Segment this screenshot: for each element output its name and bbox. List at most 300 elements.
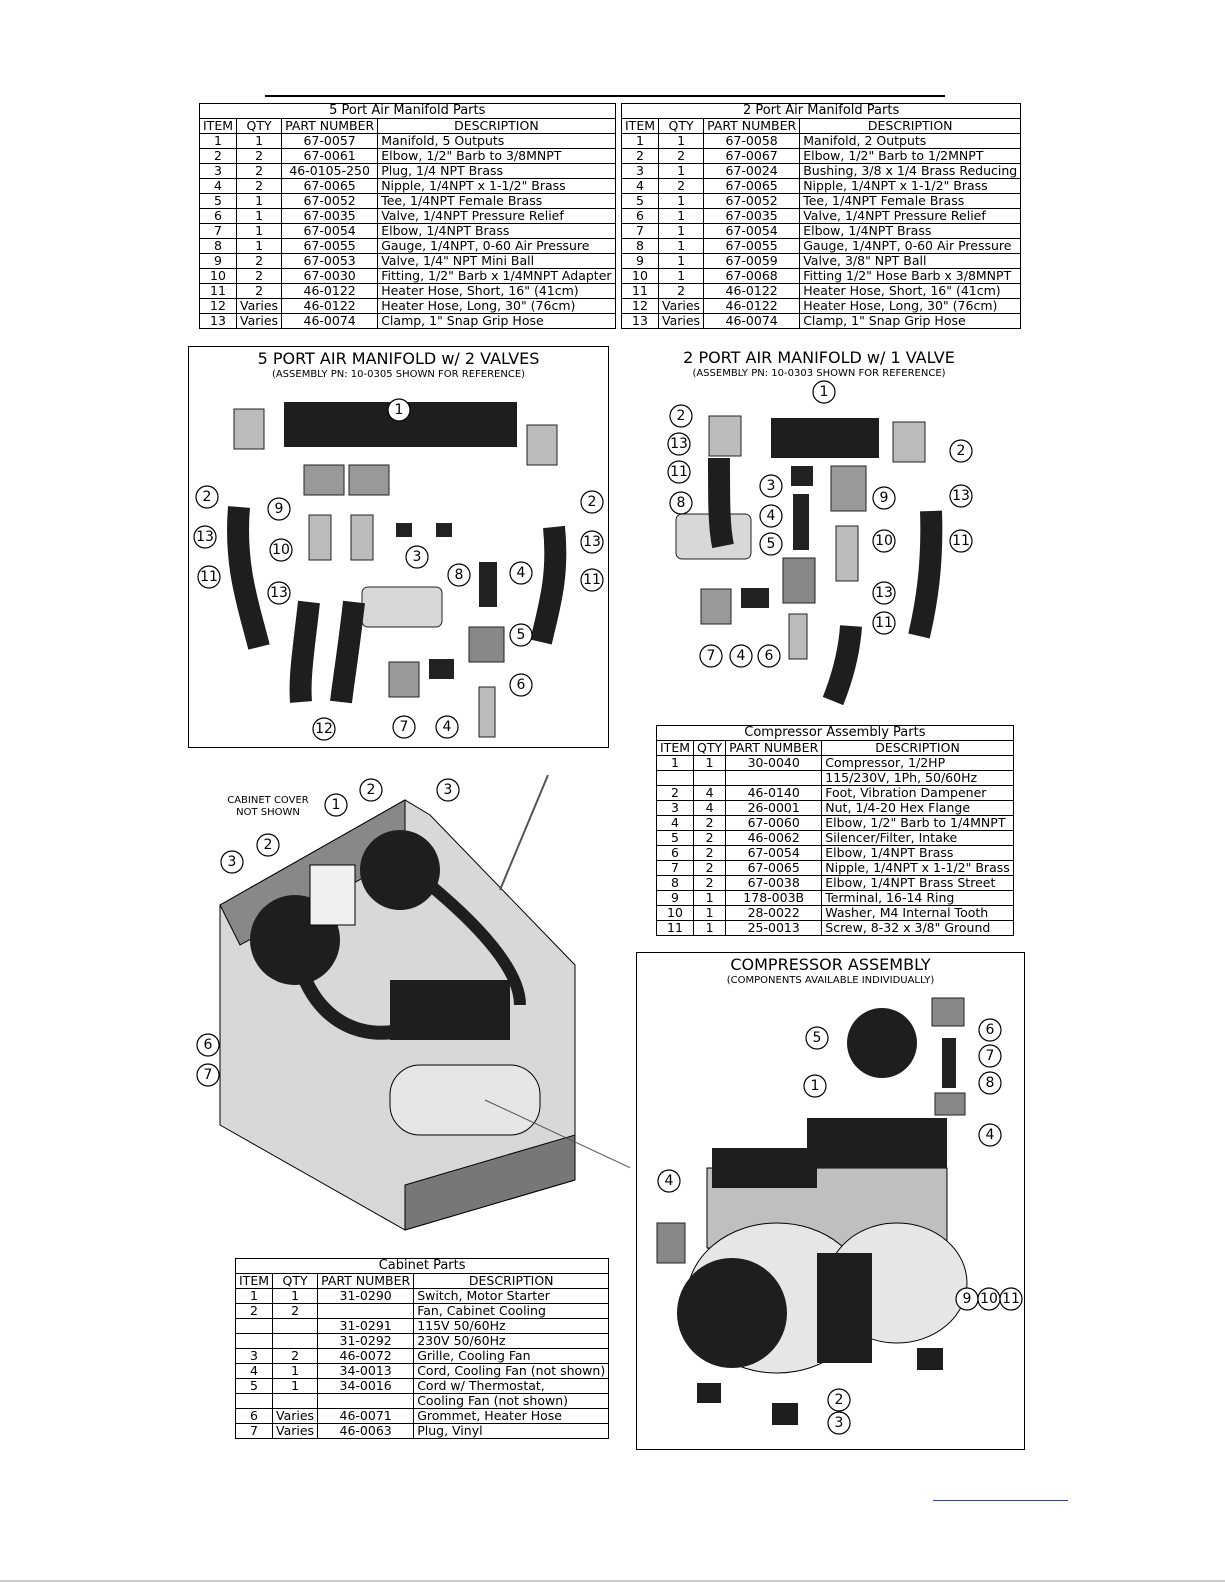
cell-item xyxy=(236,1394,273,1409)
callout-number: 1 xyxy=(331,797,341,813)
table-row xyxy=(622,134,1021,149)
cell-part: 178-003B xyxy=(726,891,822,906)
cell-item: 2 xyxy=(236,1304,273,1319)
cell-desc: Clamp, 1" Snap Grip Hose xyxy=(800,314,1021,329)
callout-number: 1 xyxy=(810,1078,820,1094)
panel-2-port-manifold xyxy=(621,346,1017,708)
cell-part: 26-0001 xyxy=(726,801,822,816)
table-row xyxy=(236,1364,609,1379)
cell-qty: 2 xyxy=(694,876,726,891)
table-row xyxy=(622,164,1021,179)
cell-qty: Varies xyxy=(237,299,282,314)
cabinet-illustration xyxy=(190,775,630,1235)
table-row xyxy=(657,861,1014,876)
cell-item: 13 xyxy=(200,314,237,329)
table-row xyxy=(200,239,616,254)
table-row xyxy=(657,906,1014,921)
callout-number: 11 xyxy=(875,615,893,631)
cell-item: 12 xyxy=(622,299,659,314)
cell-part: 67-0059 xyxy=(704,254,800,269)
callout-number: 4 xyxy=(442,719,452,735)
callout-number: 5 xyxy=(812,1030,822,1046)
callout-number: 8 xyxy=(985,1075,995,1091)
cell-qty: 1 xyxy=(237,134,282,149)
panel-compressor-assembly xyxy=(636,952,1025,1450)
cell-qty: 1 xyxy=(659,224,704,239)
cell-qty: 1 xyxy=(694,906,726,921)
cell-desc: Valve, 1/4" NPT Mini Ball xyxy=(378,254,615,269)
cell-desc: Tee, 1/4NPT Female Brass xyxy=(378,194,615,209)
callout-number: 3 xyxy=(227,854,237,870)
table-row xyxy=(236,1424,609,1439)
table-row xyxy=(236,1289,609,1304)
col-part: PART NUMBER xyxy=(704,119,800,134)
manifold-5-port-illustration xyxy=(189,347,608,747)
cell-qty: Varies xyxy=(659,299,704,314)
callout-number: 4 xyxy=(516,565,526,581)
cell-part: 67-0055 xyxy=(282,239,378,254)
cell-qty: 2 xyxy=(237,269,282,284)
callout-number: 7 xyxy=(706,648,716,664)
callout-number: 7 xyxy=(399,719,409,735)
cell-desc: Screw, 8-32 x 3/8" Ground xyxy=(822,921,1014,936)
cell-part: 25-0013 xyxy=(726,921,822,936)
cell-qty: 1 xyxy=(237,239,282,254)
cell-item: 1 xyxy=(622,134,659,149)
callout-number: 2 xyxy=(834,1392,844,1408)
cell-part: 67-0035 xyxy=(704,209,800,224)
table-row xyxy=(657,876,1014,891)
cell-desc: Tee, 1/4NPT Female Brass xyxy=(800,194,1021,209)
cell-item: 1 xyxy=(657,756,694,771)
cell-item: 11 xyxy=(200,284,237,299)
cell-part: 34-0013 xyxy=(318,1364,414,1379)
cell-part: 34-0016 xyxy=(318,1379,414,1394)
cell-qty: 2 xyxy=(659,284,704,299)
table-row xyxy=(200,224,616,239)
cell-item: 2 xyxy=(200,149,237,164)
cell-qty: 1 xyxy=(237,209,282,224)
table-row xyxy=(622,269,1021,284)
cell-qty: 2 xyxy=(273,1304,318,1319)
cell-item: 13 xyxy=(622,314,659,329)
table-row xyxy=(622,239,1021,254)
callout-number: 8 xyxy=(676,495,686,511)
cell-desc: Valve, 1/4NPT Pressure Relief xyxy=(800,209,1021,224)
panel-subtitle: (COMPONENTS AVAILABLE INDIVIDUALLY) xyxy=(726,975,935,986)
cell-qty: 1 xyxy=(237,224,282,239)
cell-part: 46-0122 xyxy=(704,299,800,314)
table-row xyxy=(622,194,1021,209)
cell-part: 67-0058 xyxy=(704,134,800,149)
cell-part: 67-0052 xyxy=(704,194,800,209)
cell-item: 9 xyxy=(200,254,237,269)
cell-qty: 2 xyxy=(694,831,726,846)
cell-part: 46-0071 xyxy=(318,1409,414,1424)
cell-item: 5 xyxy=(657,831,694,846)
table-row xyxy=(200,149,616,164)
cell-part xyxy=(726,771,822,786)
callout-number: 2 xyxy=(202,489,212,505)
callout-number: 11 xyxy=(583,572,601,588)
cell-item: 11 xyxy=(657,921,694,936)
cell-part: 46-0072 xyxy=(318,1349,414,1364)
table-row xyxy=(200,134,616,149)
callout-number: 10 xyxy=(875,533,893,549)
cell-desc: Elbow, 1/4NPT Brass xyxy=(378,224,615,239)
cell-part: 31-0290 xyxy=(318,1289,414,1304)
callout-number: 9 xyxy=(274,501,284,517)
callout-number: 1 xyxy=(819,384,829,400)
cell-item: 9 xyxy=(657,891,694,906)
table-row xyxy=(200,194,616,209)
cell-qty: 2 xyxy=(237,254,282,269)
cell-part: 67-0065 xyxy=(704,179,800,194)
cell-qty: 1 xyxy=(659,134,704,149)
table-row xyxy=(622,209,1021,224)
cell-item: 10 xyxy=(657,906,694,921)
cell-qty xyxy=(273,1394,318,1409)
cell-item: 4 xyxy=(236,1364,273,1379)
cell-item: 3 xyxy=(657,801,694,816)
cell-item xyxy=(236,1319,273,1334)
callout-number: 4 xyxy=(664,1173,674,1189)
col-item: ITEM xyxy=(236,1274,273,1289)
cell-part: 46-0122 xyxy=(704,284,800,299)
col-part: PART NUMBER xyxy=(726,741,822,756)
cell-item: 10 xyxy=(200,269,237,284)
cell-item: 3 xyxy=(622,164,659,179)
table-row xyxy=(622,284,1021,299)
cell-qty: 1 xyxy=(659,269,704,284)
cell-item: 1 xyxy=(200,134,237,149)
callout-number: 3 xyxy=(766,478,776,494)
cell-part: 46-0140 xyxy=(726,786,822,801)
cell-desc: Terminal, 16-14 Ring xyxy=(822,891,1014,906)
panel-subtitle: (ASSEMBLY PN: 10-0305 SHOWN FOR REFERENCE) xyxy=(271,369,526,380)
cell-qty: Varies xyxy=(273,1409,318,1424)
callout-number: 2 xyxy=(366,782,376,798)
cell-desc: Grille, Cooling Fan xyxy=(414,1349,609,1364)
callout-number: 9 xyxy=(962,1291,972,1307)
panel-title: 5 PORT AIR MANIFOLD w/ 2 VALVES xyxy=(257,349,540,368)
cell-desc: Elbow, 1/2" Barb to 1/2MNPT xyxy=(800,149,1021,164)
cell-desc: Nipple, 1/4NPT x 1-1/2" Brass xyxy=(822,861,1014,876)
cell-item: 4 xyxy=(622,179,659,194)
cell-desc: Manifold, 5 Outputs xyxy=(378,134,615,149)
callout-number: 1 xyxy=(394,402,404,418)
callout-number: 5 xyxy=(766,536,776,552)
footer-link-underline[interactable] xyxy=(933,1500,1068,1501)
callout-number: 11 xyxy=(1002,1291,1020,1307)
table-row xyxy=(200,269,616,284)
cell-desc: Foot, Vibration Dampener xyxy=(822,786,1014,801)
table-row xyxy=(200,164,616,179)
cell-qty: 1 xyxy=(659,254,704,269)
callout-number: 2 xyxy=(587,494,597,510)
cell-part: 67-0055 xyxy=(704,239,800,254)
cell-item: 7 xyxy=(657,861,694,876)
cell-qty: 1 xyxy=(659,194,704,209)
callout-number: 6 xyxy=(764,648,774,664)
cell-item: 3 xyxy=(200,164,237,179)
cell-qty: 2 xyxy=(659,149,704,164)
cell-desc: Cord, Cooling Fan (not shown) xyxy=(414,1364,609,1379)
table-row xyxy=(657,831,1014,846)
callout-number: 7 xyxy=(203,1067,213,1083)
table-row xyxy=(200,209,616,224)
cell-qty: 1 xyxy=(273,1289,318,1304)
cell-desc: Fitting, 1/2" Barb x 1/4MNPT Adapter xyxy=(378,269,615,284)
cell-desc: Cord w/ Thermostat, xyxy=(414,1379,609,1394)
table-row xyxy=(657,756,1014,771)
cell-item: 7 xyxy=(236,1424,273,1439)
cell-part: 67-0038 xyxy=(726,876,822,891)
cell-qty: 1 xyxy=(659,239,704,254)
table-2-port-parts xyxy=(621,103,1021,329)
cell-desc: Fan, Cabinet Cooling xyxy=(414,1304,609,1319)
callout-number: 6 xyxy=(203,1037,213,1053)
cell-desc: Heater Hose, Long, 30" (76cm) xyxy=(800,299,1021,314)
table-row xyxy=(200,314,616,329)
cell-qty: 2 xyxy=(237,164,282,179)
cell-part: 46-0105-250 xyxy=(282,164,378,179)
cell-desc: Washer, M4 Internal Tooth xyxy=(822,906,1014,921)
cell-qty xyxy=(273,1334,318,1349)
cell-part xyxy=(318,1304,414,1319)
cell-qty: 1 xyxy=(659,164,704,179)
table-row xyxy=(622,149,1021,164)
cell-qty: 1 xyxy=(237,194,282,209)
cell-desc: Elbow, 1/4NPT Brass xyxy=(822,846,1014,861)
table-caption: 2 Port Air Manifold Parts xyxy=(622,104,1021,119)
table-row xyxy=(622,179,1021,194)
cell-qty: 1 xyxy=(694,921,726,936)
cell-desc: Gauge, 1/4NPT, 0-60 Air Pressure xyxy=(378,239,615,254)
cell-part: 46-0122 xyxy=(282,284,378,299)
callout-number: 6 xyxy=(985,1022,995,1038)
cell-item: 1 xyxy=(236,1289,273,1304)
cell-part: 67-0065 xyxy=(282,179,378,194)
cell-desc: Nipple, 1/4NPT x 1-1/2" Brass xyxy=(378,179,615,194)
cell-qty xyxy=(273,1319,318,1334)
cell-part: 67-0054 xyxy=(282,224,378,239)
col-qty: QTY xyxy=(694,741,726,756)
callout-number: 3 xyxy=(443,782,453,798)
table-row xyxy=(622,254,1021,269)
cell-desc: Nipple, 1/4NPT x 1-1/2" Brass xyxy=(800,179,1021,194)
cell-qty: 1 xyxy=(273,1364,318,1379)
table-caption: 5 Port Air Manifold Parts xyxy=(200,104,616,119)
cell-desc: Fitting 1/2" Hose Barb x 3/8MNPT xyxy=(800,269,1021,284)
table-row xyxy=(657,921,1014,936)
cell-part: 46-0122 xyxy=(282,299,378,314)
cell-item: 9 xyxy=(622,254,659,269)
table-row xyxy=(236,1349,609,1364)
table-row xyxy=(200,299,616,314)
callout-number: 6 xyxy=(516,677,526,693)
cell-part: 67-0061 xyxy=(282,149,378,164)
cell-item: 5 xyxy=(622,194,659,209)
cell-qty: 2 xyxy=(273,1349,318,1364)
callout-number: 3 xyxy=(412,549,422,565)
cabinet-cover-note: CABINET COVER NOT SHOWN xyxy=(227,795,309,818)
callout-number: 2 xyxy=(956,443,966,459)
cell-part: 31-0292 xyxy=(318,1334,414,1349)
col-part: PART NUMBER xyxy=(282,119,378,134)
cell-desc: 115V 50/60Hz xyxy=(414,1319,609,1334)
cell-desc: Grommet, Heater Hose xyxy=(414,1409,609,1424)
col-qty: QTY xyxy=(273,1274,318,1289)
cell-desc: Plug, 1/4 NPT Brass xyxy=(378,164,615,179)
cell-desc: Switch, Motor Starter xyxy=(414,1289,609,1304)
callout-number: 13 xyxy=(952,488,970,504)
cell-item: 11 xyxy=(622,284,659,299)
table-row xyxy=(657,816,1014,831)
cell-part: 67-0054 xyxy=(704,224,800,239)
cell-desc: Silencer/Filter, Intake xyxy=(822,831,1014,846)
cell-item: 2 xyxy=(657,786,694,801)
cell-qty: 1 xyxy=(659,209,704,224)
cell-item: 8 xyxy=(657,876,694,891)
cell-qty: 1 xyxy=(694,756,726,771)
cell-item xyxy=(657,771,694,786)
cell-desc: Clamp, 1" Snap Grip Hose xyxy=(378,314,615,329)
table-row xyxy=(236,1334,609,1349)
panel-title: 2 PORT AIR MANIFOLD w/ 1 VALVE xyxy=(683,348,955,367)
cell-desc: Elbow, 1/2" Barb to 3/8MNPT xyxy=(378,149,615,164)
cell-qty xyxy=(694,771,726,786)
table-cabinet-parts xyxy=(235,1258,609,1439)
callout-number: 10 xyxy=(980,1291,998,1307)
cell-item: 6 xyxy=(236,1409,273,1424)
cell-desc: Compressor, 1/2HP xyxy=(822,756,1014,771)
callout-number: 2 xyxy=(676,408,686,424)
cell-qty: 2 xyxy=(237,284,282,299)
table-row xyxy=(657,786,1014,801)
cell-item: 6 xyxy=(657,846,694,861)
col-item: ITEM xyxy=(657,741,694,756)
table-row xyxy=(200,284,616,299)
cell-item: 7 xyxy=(622,224,659,239)
cell-qty: 2 xyxy=(237,149,282,164)
table-5-port-parts xyxy=(199,103,616,329)
cell-item: 6 xyxy=(200,209,237,224)
cell-item: 4 xyxy=(657,816,694,831)
cell-item: 3 xyxy=(236,1349,273,1364)
callout-number: 13 xyxy=(670,436,688,452)
table-row xyxy=(200,254,616,269)
callout-number: 9 xyxy=(879,490,889,506)
col-item: ITEM xyxy=(200,119,237,134)
bottom-rule xyxy=(0,1580,1225,1582)
table-row xyxy=(657,891,1014,906)
cell-part: 30-0040 xyxy=(726,756,822,771)
cell-part: 46-0074 xyxy=(282,314,378,329)
callout-number: 13 xyxy=(270,585,288,601)
cell-desc: Elbow, 1/4NPT Brass xyxy=(800,224,1021,239)
callout-number: 4 xyxy=(985,1127,995,1143)
callout-number: 4 xyxy=(736,648,746,664)
callout-number: 12 xyxy=(315,721,333,737)
cell-part: 46-0074 xyxy=(704,314,800,329)
cell-qty: 1 xyxy=(273,1379,318,1394)
table-row xyxy=(657,771,1014,786)
col-desc: DESCRIPTION xyxy=(822,741,1014,756)
cell-desc: 230V 50/60Hz xyxy=(414,1334,609,1349)
cell-desc: Gauge, 1/4NPT, 0-60 Air Pressure xyxy=(800,239,1021,254)
col-qty: QTY xyxy=(237,119,282,134)
cell-item xyxy=(236,1334,273,1349)
cell-part: 46-0063 xyxy=(318,1424,414,1439)
col-desc: DESCRIPTION xyxy=(378,119,615,134)
cell-desc: Cooling Fan (not shown) xyxy=(414,1394,609,1409)
panel-title: COMPRESSOR ASSEMBLY xyxy=(730,955,931,974)
table-row xyxy=(657,846,1014,861)
cell-part: 28-0022 xyxy=(726,906,822,921)
cell-part: 67-0067 xyxy=(704,149,800,164)
cell-part: 67-0030 xyxy=(282,269,378,284)
cell-part xyxy=(318,1394,414,1409)
cell-part: 67-0065 xyxy=(726,861,822,876)
cell-qty: 4 xyxy=(694,786,726,801)
table-row xyxy=(622,224,1021,239)
callout-number: 13 xyxy=(196,529,214,545)
cell-item: 8 xyxy=(622,239,659,254)
panel-subtitle: (ASSEMBLY PN: 10-0303 SHOWN FOR REFERENCE) xyxy=(692,368,946,379)
cell-item: 10 xyxy=(622,269,659,284)
callout-number: 5 xyxy=(516,627,526,643)
cell-qty: 1 xyxy=(694,891,726,906)
table-compressor-parts xyxy=(656,725,1014,936)
callout-number: 11 xyxy=(200,569,218,585)
cell-item: 8 xyxy=(200,239,237,254)
table-caption: Cabinet Parts xyxy=(236,1259,609,1274)
table-row xyxy=(622,314,1021,329)
cell-part: 67-0054 xyxy=(726,846,822,861)
callout-number: 10 xyxy=(272,542,290,558)
table-row xyxy=(236,1319,609,1334)
cell-part: 67-0053 xyxy=(282,254,378,269)
cell-qty: 2 xyxy=(659,179,704,194)
callout-number: 11 xyxy=(670,464,688,480)
cell-part: 31-0291 xyxy=(318,1319,414,1334)
callout-number: 7 xyxy=(985,1048,995,1064)
table-row xyxy=(622,299,1021,314)
cell-part: 67-0052 xyxy=(282,194,378,209)
callout-number: 4 xyxy=(766,508,776,524)
cell-item: 7 xyxy=(200,224,237,239)
cell-item: 2 xyxy=(622,149,659,164)
cell-desc: Valve, 1/4NPT Pressure Relief xyxy=(378,209,615,224)
col-item: ITEM xyxy=(622,119,659,134)
cell-qty: Varies xyxy=(659,314,704,329)
cell-qty: 4 xyxy=(694,801,726,816)
cell-qty: 2 xyxy=(694,816,726,831)
callout-number: 11 xyxy=(952,533,970,549)
cell-desc: 115/230V, 1Ph, 50/60Hz xyxy=(822,771,1014,786)
cell-desc: Nut, 1/4-20 Hex Flange xyxy=(822,801,1014,816)
callout-number: 3 xyxy=(834,1415,844,1431)
cell-desc: Valve, 3/8" NPT Ball xyxy=(800,254,1021,269)
col-desc: DESCRIPTION xyxy=(800,119,1021,134)
cell-item: 12 xyxy=(200,299,237,314)
table-row xyxy=(236,1379,609,1394)
col-desc: DESCRIPTION xyxy=(414,1274,609,1289)
col-qty: QTY xyxy=(659,119,704,134)
panel-5-port-manifold xyxy=(188,346,609,748)
cell-desc: Heater Hose, Short, 16" (41cm) xyxy=(800,284,1021,299)
